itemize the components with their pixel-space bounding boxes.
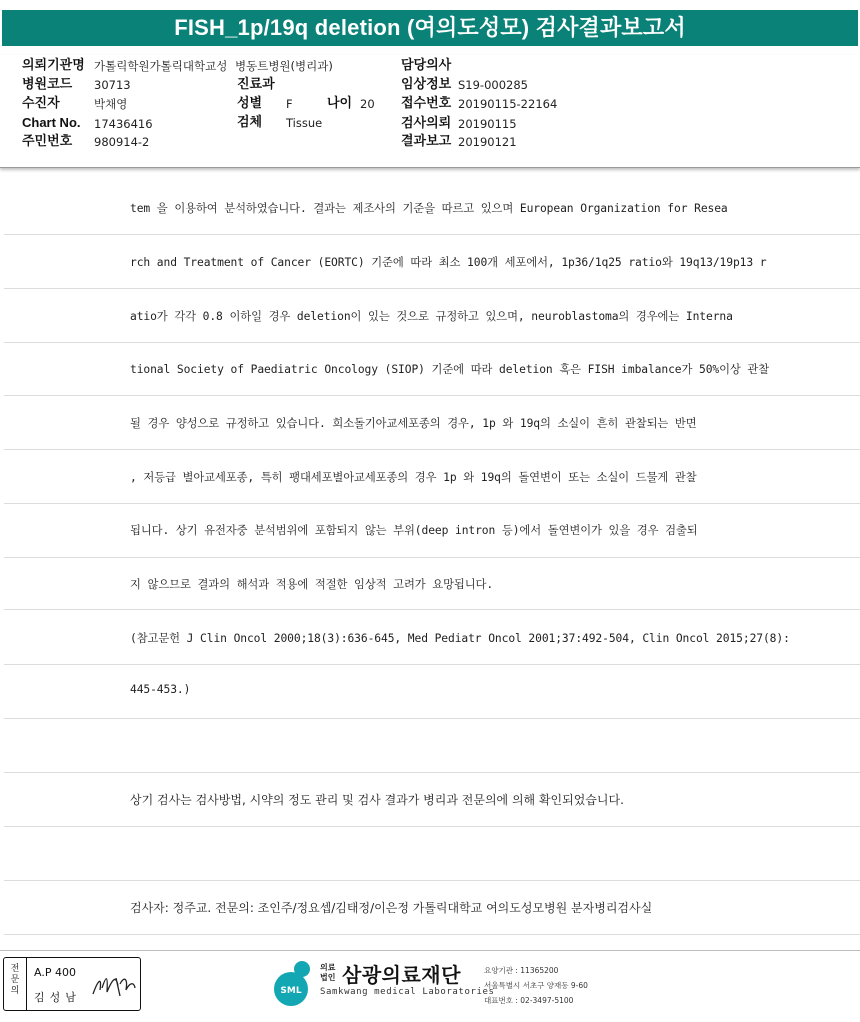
request-date-value: 20190115 [458, 117, 517, 131]
requesting-org-value: 가톨릭학원가톨릭대학교성 [94, 59, 228, 73]
rrn-label: 주민번호 [22, 133, 73, 148]
signature-image [90, 968, 138, 1002]
hospital-code-label: 병원코드 [22, 76, 73, 91]
report-line-text: 상기 검사는 검사방법, 시약의 정도 관리 및 검사 결과가 병리과 전문의에 의해 확인되었습니다. [130, 793, 624, 807]
report-line-text: (참고문헌 J Clin Oncol 2000;18(3):636-645, Med Pediatr Oncol 2001;37:492-504, Clin Oncol 2015;27(8): [130, 632, 790, 645]
requesting-org-label: 의뢰기관명 [22, 57, 85, 72]
report-line-text: tional Society of Paediatric Oncology (SIOP) 기준에 따라 deletion 혹은 FISH imbalance가 50%이상 관찰 [130, 363, 770, 376]
stamp-license: A.P 400 [34, 966, 76, 979]
specimen-label: 검체 [237, 114, 263, 129]
report-title: FISH_1p/19q deletion (여의도성모) 검사결과보고서 [2, 10, 858, 46]
report-line [4, 172, 860, 235]
report-line-text: 445-453.) [130, 683, 191, 696]
specialist-stamp [3, 957, 141, 1011]
chart-number-label: Chart No. [22, 115, 81, 130]
report-line [4, 664, 860, 719]
report-line [4, 718, 860, 773]
ward-value: 병동트병원(병리과) [235, 59, 333, 73]
org-address: 서울특별시 서초구 양재동 9-60 [484, 981, 588, 990]
report-line [4, 288, 860, 343]
samkwang-logo [272, 957, 602, 1013]
report-line [4, 234, 860, 289]
hospital-code-value: 30713 [94, 78, 131, 92]
report-line-text: 됩니다. 상기 유전자중 분석범위에 포함되지 않는 부위(deep intron 등)에서 돌연변이가 있을 경우 검출되 [130, 524, 698, 537]
org-name-en: Samkwang medical Laboratories [320, 987, 495, 997]
stamp-side-char: 의 [10, 986, 20, 996]
clinical-info-value: S19-000285 [458, 78, 528, 92]
report-date-label: 결과보고 [401, 133, 452, 148]
org-name: 삼광의료재단 [342, 963, 461, 987]
org-prefix-line: 의료 [320, 963, 336, 972]
patient-info-panel [0, 55, 860, 168]
sex-label: 성별 [237, 95, 263, 110]
department-label: 진료과 [237, 76, 275, 91]
rrn-value: 980914-2 [94, 135, 150, 149]
request-date-label: 검사의뢰 [401, 115, 452, 130]
chart-number-value: 17436416 [94, 117, 153, 131]
sml-logo-icon [272, 959, 318, 1007]
sml-logo-text: SML [280, 986, 302, 996]
stamp-side-label [4, 958, 27, 1010]
org-prefix [320, 963, 335, 983]
examinee-value: 박채영 [94, 97, 128, 111]
report-date-value: 20190121 [458, 135, 517, 149]
doctor-label: 담당의사 [401, 57, 452, 72]
report-line-text: 검사자: 정주교. 전문의: 조인주/정요셉/김태정/이은정 가톨릭대학교 여의도성모병원 분자병리검사실 [130, 901, 653, 915]
report-line [4, 609, 860, 665]
report-line [4, 395, 860, 450]
report-line [4, 449, 860, 504]
examinee-label: 수진자 [22, 95, 60, 110]
report-footer [0, 950, 860, 1022]
report-line [4, 772, 860, 827]
report-line-text: atio가 각각 0.8 이하일 경우 deletion이 있는 것으로 규정하고 있으며, neuroblastoma의 경우에는 Interna [130, 310, 733, 323]
report-line [4, 503, 860, 558]
org-prefix-line: 법인 [320, 973, 336, 982]
org-phone: 대표번호 : 02-3497-5100 [484, 996, 574, 1005]
receipt-number-label: 접수번호 [401, 95, 452, 110]
report-line [4, 826, 860, 881]
report-line [4, 342, 860, 396]
report-line [4, 557, 860, 610]
report-body [0, 172, 860, 944]
report-line-text: , 저등급 별아교세포종, 특히 팽대세포별아교세포종의 경우 1p 와 19q의 돌연변이 또는 소실이 드물게 관찰 [130, 471, 697, 484]
sex-value: F [286, 97, 293, 111]
age-value: 20 [360, 97, 375, 111]
report-line-text: rch and Treatment of Cancer (EORTC) 기준에 따라 최소 100개 세포에서, 1p36/1q25 ratio와 19q13/19p13 r [130, 256, 767, 269]
stamp-side-char: 전 [10, 964, 20, 974]
report-line-text: 될 경우 양성으로 규정하고 있습니다. 희소돌기아교세포종의 경우, 1p 와 19q의 소실이 흔히 관찰되는 반면 [130, 417, 697, 430]
report-line-text: 지 않으므로 결과의 해석과 적용에 적절한 임상적 고려가 요망됩니다. [130, 578, 494, 591]
stamp-name: 김성남 [34, 991, 81, 1004]
clinical-info-label: 임상정보 [401, 76, 452, 91]
org-code: 요양기관 : 11365200 [484, 966, 559, 975]
age-label: 나이 [327, 95, 353, 110]
specimen-value: Tissue [286, 116, 323, 130]
stamp-side-char: 문 [10, 975, 20, 985]
receipt-number-value: 20190115-22164 [458, 97, 558, 111]
report-line [4, 880, 860, 935]
report-line-text: tem 을 이용하여 분석하였습니다. 결과는 제조사의 기준을 따르고 있으며 European Organization for Resea [130, 202, 728, 215]
